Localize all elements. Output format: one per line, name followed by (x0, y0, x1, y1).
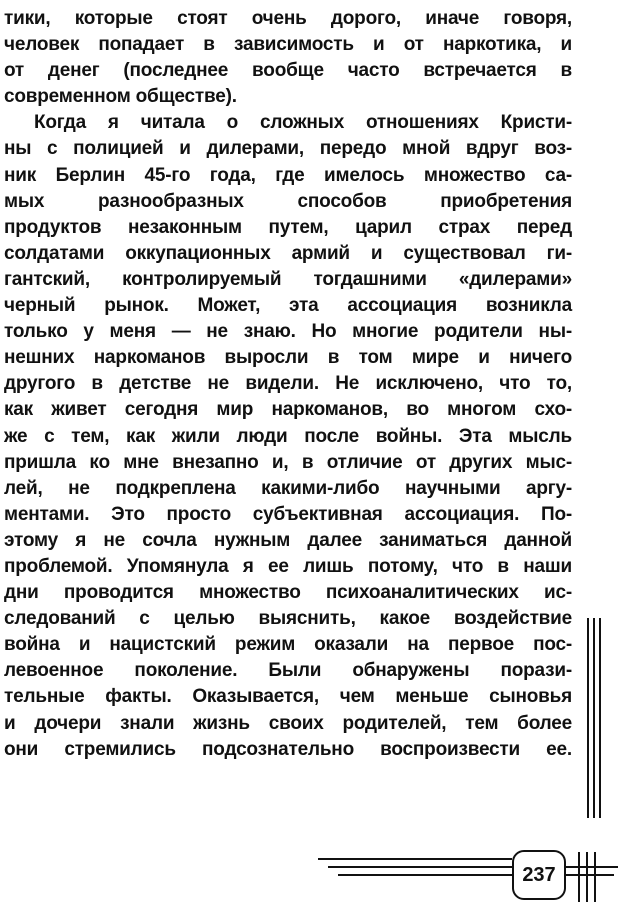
text-line: другого в детстве не видели. Не исключено, что то, (4, 373, 572, 395)
page-number: 237 (512, 850, 566, 900)
text-line: ны с полицией и дилерами, передо мной вдруг воз- (4, 138, 572, 160)
text-line: лей, не подкреплена какими-либо научными аргу- (4, 477, 572, 499)
text-line: Когда я читала о сложных отношениях Кристи- (34, 112, 572, 134)
text-line: они стремились подсознательно воспроизвести ее. (4, 738, 572, 760)
text-line: от денег (последнее вообще часто встречается в (4, 60, 572, 82)
text-line: продуктов незаконным путем, царил страх перед (4, 216, 572, 238)
margin-bars (587, 618, 601, 818)
text-line: проблемой. Упомянула я ее лишь потому, что в наши (4, 555, 572, 577)
text-line: солдатами оккупационных армий и существовал ги- (4, 242, 572, 264)
text-line: ник Берлин 45-го года, где имелось множество са- (4, 164, 572, 186)
text-line: ментами. Это просто субъективная ассоциация. По- (4, 503, 572, 525)
text-line: же с тем, как жили люди после войны. Эта мысль (4, 425, 572, 447)
text-line: левоенное поколение. Были обнаружены порази- (4, 660, 572, 682)
text-line: современном обществе). (4, 86, 237, 108)
text-line: пришла ко мне внезапно и, в отличие от других мыс- (4, 451, 572, 473)
text-line: только у меня — не знаю. Но многие родители ны- (4, 321, 572, 343)
text-line: следований с целью выяснить, какое воздействие (4, 608, 572, 630)
text-line: и дочери знали жизнь своих родителей, тем более (4, 712, 572, 734)
text-line: дни проводится множество психоаналитических ис- (4, 582, 572, 604)
text-line: нешних наркоманов выросли в том мире и ничего (4, 347, 572, 369)
text-line: гантский, контролируемый тогдашними «дилерами» (4, 268, 572, 290)
text-line: мых разнообразных способов приобретения (4, 190, 572, 212)
text-line: человек попадает в зависимость и от наркотика, и (4, 34, 572, 56)
text-line: этому я не сочла нужным далее заниматься данной (4, 529, 572, 551)
text-line: черный рынок. Может, эта ассоциация возникла (4, 295, 572, 317)
text-line: как живет сегодня мир наркоманов, во многом схо- (4, 399, 572, 421)
text-line: война и нацистский режим оказали на первое пос- (4, 634, 572, 656)
text-line: тики, которые стоят очень дорого, иначе говоря, (4, 8, 572, 29)
text-line: тельные факты. Оказывается, чем меньше сыновья (4, 686, 572, 708)
page-body-text (4, 6, 572, 763)
